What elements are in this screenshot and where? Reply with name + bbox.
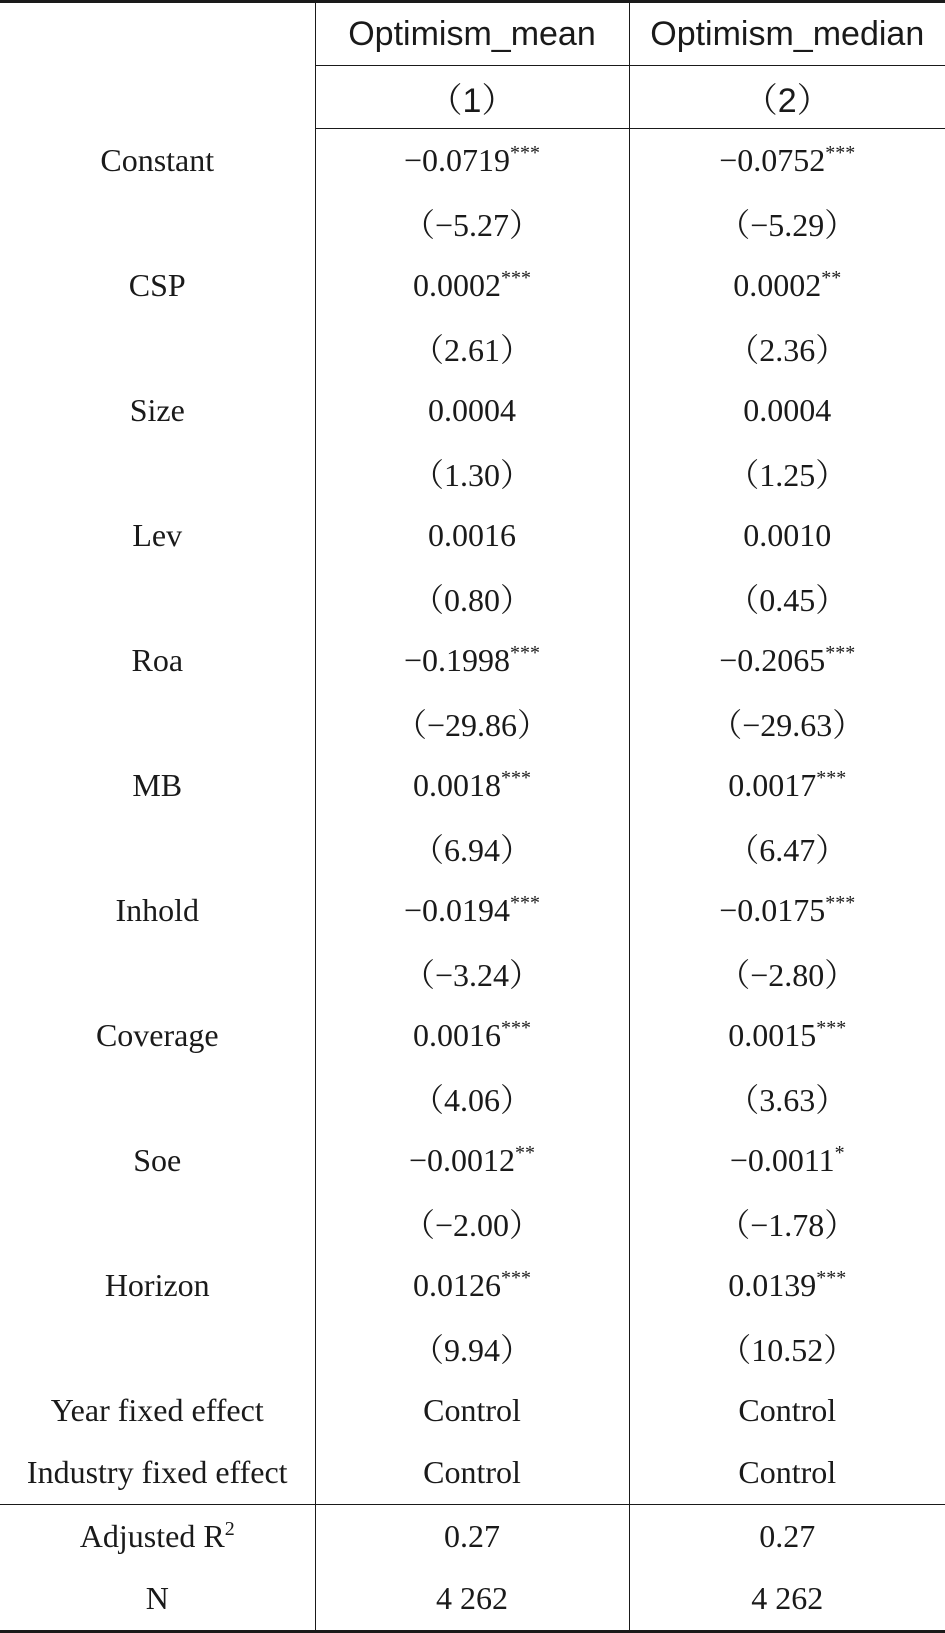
table-row [0, 379, 945, 442]
significance-stars: *** [825, 891, 856, 914]
tstat-csp-model-2: （2.36） [727, 331, 848, 368]
n-label: N [0, 1568, 315, 1632]
variable-lev-label: Lev [132, 516, 183, 553]
table-row [0, 1004, 945, 1067]
significance-stars: *** [816, 766, 847, 789]
n-model-1: 4 262 [315, 1568, 629, 1632]
control-label: Industry fixed effect [26, 1454, 288, 1491]
tstat-horizon-model-1: （9.94） [315, 1317, 629, 1380]
coef-size-model-1: 0.0004 [315, 379, 629, 442]
adjusted-r2-model-2: 0.27 [629, 1505, 945, 1568]
table-row [0, 1505, 945, 1568]
variable-horizon-label: Horizon [104, 1266, 210, 1303]
variable-mb-label: MB [132, 766, 183, 803]
table-row [0, 317, 945, 380]
significance-stars: *** [816, 1266, 847, 1289]
empty-cell [0, 567, 315, 630]
coef-mb-model-1: 0.0018*** [315, 754, 629, 817]
coef-mb-model-2: 0.0017*** [728, 766, 847, 803]
tstat-roa-model-2: （−29.63） [710, 706, 865, 743]
coef-lev-model-2: 0.0010 [743, 516, 832, 553]
col2-title: Optimism_median [629, 2, 945, 66]
significance-stars: *** [501, 766, 531, 789]
table-row [0, 1317, 945, 1380]
significance-stars: *** [825, 141, 856, 164]
col1-number: （1） [315, 66, 629, 129]
table-row [0, 192, 945, 255]
empty-cell [0, 1067, 315, 1130]
variable-constant-label: Constant [100, 141, 215, 178]
variable-roa-label: Roa [131, 641, 184, 678]
table-row [0, 692, 945, 755]
variable-csp-label: CSP [128, 266, 186, 303]
tstat-soe-model-2: （−1.78） [718, 1206, 857, 1243]
stub-header [0, 2, 315, 129]
tstat-mb-model-1: （6.94） [315, 817, 629, 880]
tstat-size-model-1: （1.30） [315, 442, 629, 505]
coef-constant-model-1: −0.0719*** [315, 129, 629, 192]
coef-constant-model-2: −0.0752*** [719, 141, 856, 178]
significance-stars: *** [510, 141, 541, 164]
control-model-1: Control [315, 1442, 629, 1505]
controls-body [0, 1379, 945, 1505]
coef-coverage-model-2: 0.0015*** [728, 1016, 847, 1053]
tstat-size-model-2: （1.25） [727, 456, 848, 493]
table-row [0, 1129, 945, 1192]
empty-cell [0, 1192, 315, 1255]
table-row [0, 567, 945, 630]
n-model-2: 4 262 [629, 1568, 945, 1632]
tstat-inhold-model-1: （−3.24） [315, 942, 629, 1005]
adjusted-r2-label: Adjusted $R^2$ [0, 1505, 315, 1568]
table-row [0, 1568, 945, 1632]
table-row [0, 754, 945, 817]
empty-cell [0, 817, 315, 880]
coef-horizon-model-2: 0.0139*** [728, 1266, 847, 1303]
tstat-coverage-model-2: （3.63） [727, 1081, 848, 1118]
table-row [0, 879, 945, 942]
table-row [0, 1067, 945, 1130]
table-row [0, 1254, 945, 1317]
coef-inhold-model-1: −0.0194*** [315, 879, 629, 942]
significance-stars: *** [816, 1016, 847, 1039]
empty-cell [0, 942, 315, 1005]
tstat-mb-model-2: （6.47） [727, 831, 848, 868]
variable-coverage-label: Coverage [95, 1016, 219, 1053]
tstat-constant-model-1: （−5.27） [315, 192, 629, 255]
tstat-constant-model-2: （−5.29） [718, 206, 857, 243]
tstat-roa-model-1: （−29.86） [315, 692, 629, 755]
control-model-1: Control [315, 1379, 629, 1442]
col2-number: （2） [629, 66, 945, 129]
table-row [0, 1442, 945, 1505]
significance-stars: * [834, 1141, 845, 1164]
table-header [0, 2, 945, 129]
tstat-horizon-model-2: （10.52） [719, 1331, 856, 1368]
variable-soe-label: Soe [133, 1141, 182, 1178]
table-row [0, 817, 945, 880]
coef-coverage-model-1: 0.0016*** [315, 1004, 629, 1067]
table-row [0, 1192, 945, 1255]
table-row [0, 504, 945, 567]
empty-cell [0, 442, 315, 505]
control-model-2: Control [738, 1454, 837, 1491]
coef-size-model-2: 0.0004 [743, 391, 832, 428]
stats-body [0, 1505, 945, 1632]
significance-stars: *** [825, 641, 856, 664]
significance-stars: *** [510, 891, 541, 914]
variable-size-label: Size [129, 391, 185, 428]
control-model-2: Control [738, 1391, 837, 1428]
table-row [0, 442, 945, 505]
coef-roa-model-2: −0.2065*** [719, 641, 856, 678]
tstat-inhold-model-2: （−2.80） [718, 956, 857, 993]
col1-title: Optimism_mean [315, 2, 629, 66]
control-label: Year fixed effect [50, 1391, 264, 1428]
significance-stars: *** [501, 266, 531, 289]
variable-inhold-label: Inhold [115, 891, 200, 928]
adjusted-r2-model-1: 0.27 [315, 1505, 629, 1568]
table-row [0, 1379, 945, 1442]
tstat-coverage-model-1: （4.06） [315, 1067, 629, 1130]
empty-cell [0, 692, 315, 755]
coef-lev-model-1: 0.0016 [315, 504, 629, 567]
coef-inhold-model-2: −0.0175*** [719, 891, 856, 928]
tstat-csp-model-1: （2.61） [315, 317, 629, 380]
coef-csp-model-1: 0.0002*** [315, 254, 629, 317]
tstat-lev-model-1: （0.80） [315, 567, 629, 630]
coef-horizon-model-1: 0.0126*** [315, 1254, 629, 1317]
significance-stars: ** [515, 1141, 536, 1164]
empty-cell [0, 1317, 315, 1380]
coef-roa-model-1: −0.1998*** [315, 629, 629, 692]
coef-csp-model-2: 0.0002** [733, 266, 842, 303]
table-row [0, 129, 945, 192]
significance-stars: *** [510, 641, 541, 664]
significance-stars: *** [501, 1266, 531, 1289]
significance-stars: ** [821, 266, 842, 289]
coefficients-body [0, 129, 945, 1380]
empty-cell [0, 317, 315, 380]
significance-stars: *** [501, 1016, 531, 1039]
coef-soe-model-2: −0.0011* [729, 1141, 845, 1178]
tstat-lev-model-2: （0.45） [727, 581, 848, 618]
table-row [0, 254, 945, 317]
empty-cell [0, 192, 315, 255]
coef-soe-model-1: −0.0012** [315, 1129, 629, 1192]
table-row [0, 629, 945, 692]
tstat-soe-model-1: （−2.00） [315, 1192, 629, 1255]
table-row [0, 942, 945, 1005]
